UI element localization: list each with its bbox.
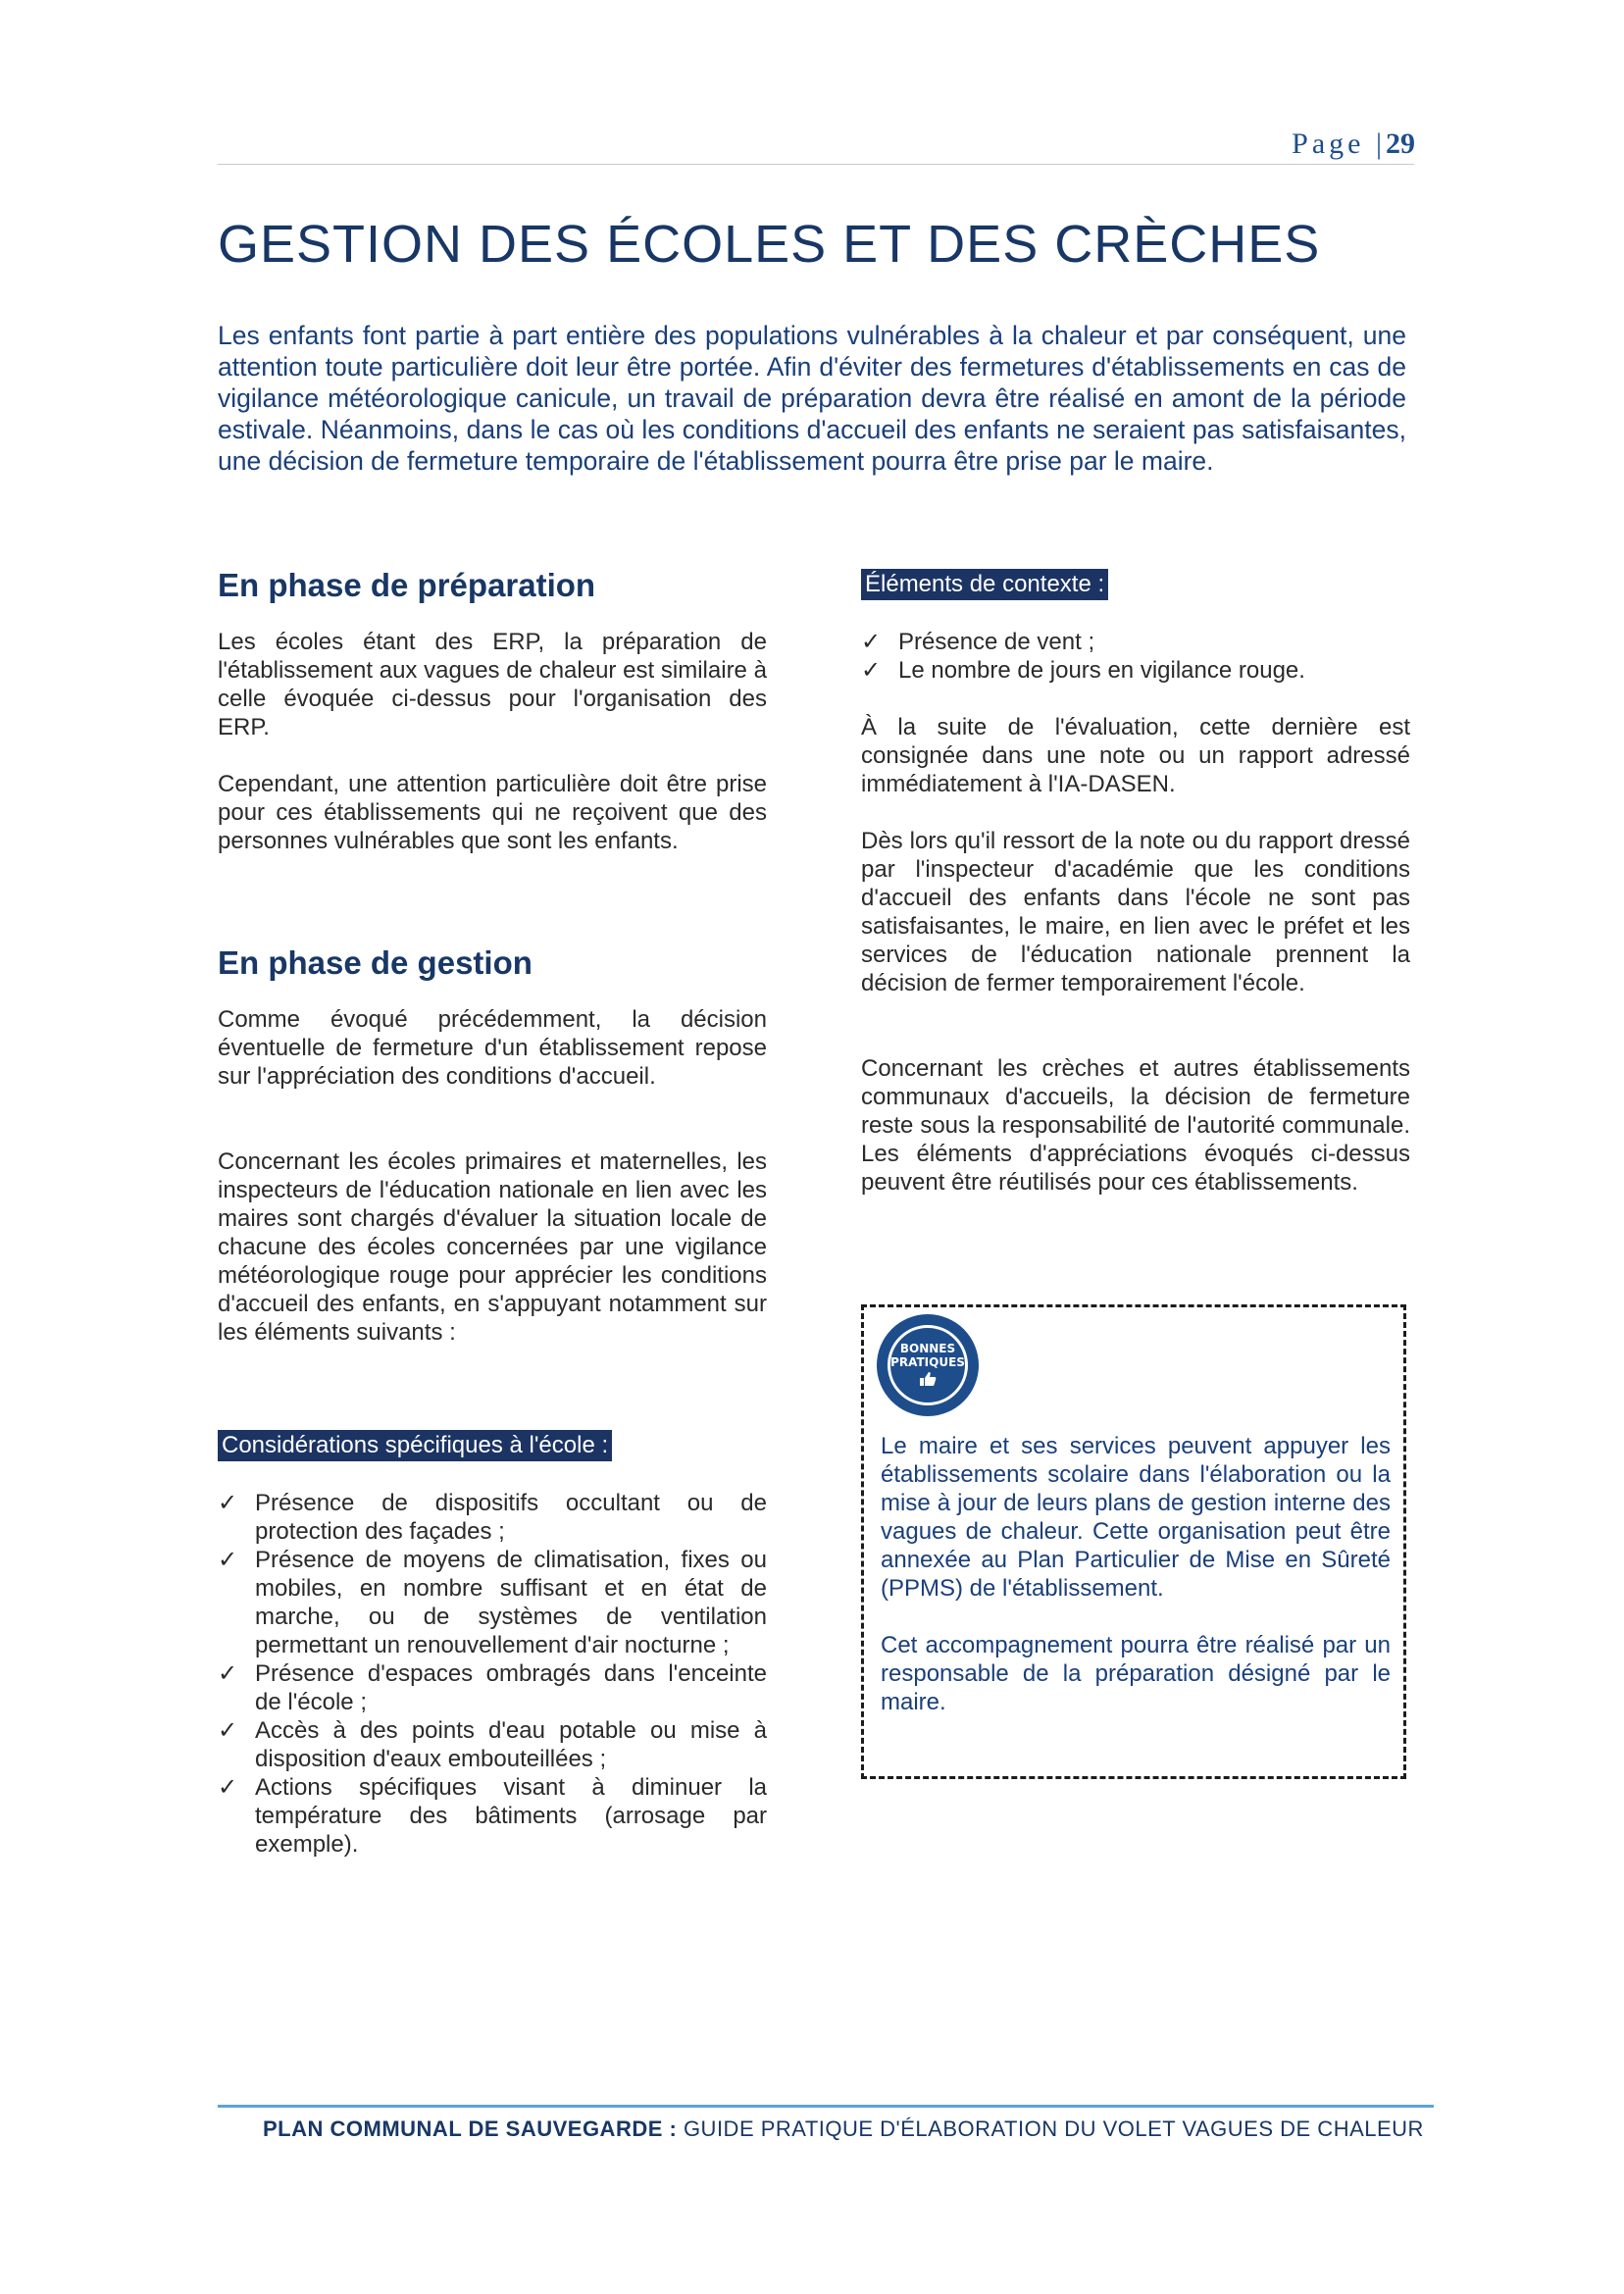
considerations-highlight: Considérations spécifiques à l'école : (218, 1430, 612, 1461)
check-icon: ✓ (861, 629, 882, 655)
check-icon: ✓ (218, 1490, 238, 1516)
list-item: ✓ Actions spécifiques visant à diminuer la température des bâtiments (arrosage par exemple). (218, 1774, 767, 1858)
heading-preparation: En phase de préparation (218, 567, 596, 603)
list-item: ✓ Présence de dispositifs occultant ou de protection des façades ; (218, 1490, 767, 1545)
footer-bold: PLAN COMMUNAL DE SAUVEGARDE : (263, 2116, 678, 2141)
badge-line-2: PRATIQUES (890, 1354, 965, 1369)
context-paragraph-2: Dès lors qu'il ressort de la note ou du rapport dressé par l'inspecteur d'académie que les conditions d'accueil des enfants dans l'école ne sont pas satisfaisantes, le maire, en lien avec le préfet et les services de l'éducation nationale prennent la décision de fermer temporairement l'école. (861, 828, 1410, 996)
gestion-paragraph-1: Comme évoqué précédemment, la décision éventuelle de fermeture d'un établissement repose sur l'appréciation des conditions d'accueil. (218, 1006, 767, 1090)
header-divider (218, 164, 1414, 165)
preparation-paragraph-2: Cependant, une attention particulière doit être prise pour ces établissements qui ne reçoivent que des personnes vulnérables que sont les enfants. (218, 771, 767, 854)
callout-paragraph-2: Cet accompagnement pourra être réalisé par un responsable de la préparation désigné par le maire. (881, 1632, 1391, 1715)
context-list (861, 628, 1410, 685)
callout-paragraph-1: Le maire et ses services peuvent appuyer les établissements scolaire dans l'élaboration ou la mise à jour de leurs plans de gestion interne des vagues de chaleur. Cette organisation peut être annexée au Plan Particulier de Mise en Sûreté (PPMS) de l'établissement. (881, 1433, 1391, 1602)
thumbs-up-icon (919, 1371, 937, 1390)
bonnes-pratiques-badge (877, 1314, 979, 1416)
context-paragraph-1: À la suite de l'évaluation, cette dernière est consignée dans une note ou un rapport adressé immédiatement à l'IA-DASEN. (861, 714, 1410, 797)
badge-line-1: BONNES (899, 1341, 956, 1355)
list-item: ✓ Accès à des points d'eau potable ou mise à disposition d'eaux embouteillées ; (218, 1717, 767, 1772)
gestion-paragraph-2: Concernant les écoles primaires et maternelles, les inspecteurs de l'éducation nationale en lien avec les maires sont chargés d'évaluer la situation locale de chacune des écoles concernées par une vigilance météorologique rouge pour apprécier les conditions d'accueil des enfants, en s'appuyant notamment sur les éléments suivants : (218, 1148, 767, 1346)
list-item: ✓ Le nombre de jours en vigilance rouge. (861, 657, 1305, 684)
context-label (861, 569, 1410, 600)
preparation-paragraph-1: Les écoles étant des ERP, la préparation de l'établissement aux vagues de chaleur est similaire à celle évoquée ci-dessus pour l'organisation des ERP. (218, 629, 767, 740)
context-paragraph-3: Concernant les crèches et autres établissements communaux d'accueils, la décision de fermeture reste sous la responsabilité de l'autorité communale. Les éléments d'appréciations évoqués ci-dessus peuvent être réutilisés pour ces établissements. (861, 1055, 1410, 1196)
page-number-header (1292, 127, 1415, 161)
page-title: GESTION DES ÉCOLES ET DES CRÈCHES (218, 215, 1321, 274)
considerations-label (218, 1430, 767, 1461)
heading-gestion: En phase de gestion (218, 944, 533, 981)
intro-paragraph: Les enfants font partie à part entière des populations vulnérables à la chaleur et par conséquent, une attention toute particulière doit leur être portée. Afin d'éviter des fermetures d'établissements en cas de vigilance météorologique canicule, un travail de préparation devra être réalisé en amont de la période estivale. Néanmoins, dans le cas où les conditions d'accueil des enfants ne seraient pas satisfaisantes, une décision de fermeture temporaire de l'établissement pourra être prise par le maire. (218, 321, 1406, 476)
list-item: ✓ Présence de vent ; (861, 629, 1095, 655)
footer (263, 2116, 1424, 2142)
list-item: ✓ Présence d'espaces ombragés dans l'enceinte de l'école ; (218, 1660, 767, 1715)
check-icon: ✓ (218, 1774, 238, 1801)
footer-divider (218, 2105, 1434, 2108)
list-item: ✓ Présence de moyens de climatisation, fixes ou mobiles, en nombre suffisant et en état de marche, ou de systèmes de ventilation permettant un renouvellement d'air nocturne ; (218, 1547, 767, 1658)
check-icon: ✓ (218, 1660, 238, 1687)
page-number: 29 (1386, 127, 1415, 160)
considerations-list (218, 1489, 767, 1859)
page-label: Page | (1292, 127, 1386, 160)
context-highlight: Éléments de contexte : (861, 569, 1108, 600)
footer-rest: GUIDE PRATIQUE D'ÉLABORATION DU VOLET VAGUES DE CHALEUR (677, 2116, 1424, 2141)
check-icon: ✓ (218, 1547, 238, 1573)
check-icon: ✓ (218, 1717, 238, 1744)
check-icon: ✓ (861, 657, 882, 684)
callout-text (881, 1432, 1391, 1745)
